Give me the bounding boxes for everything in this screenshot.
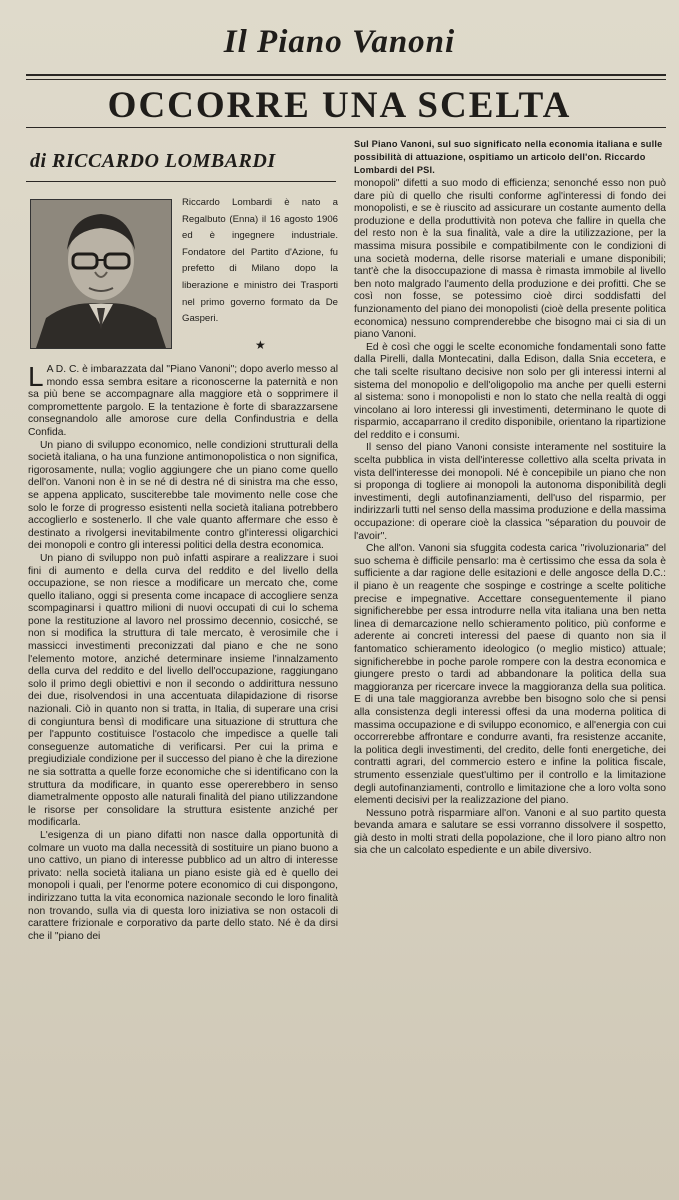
- headline: OCCORRE UNA SCELTA: [107, 85, 572, 126]
- paragraph-left-4: L'esigenza di un piano difatti non nasce dalla opportunità di colmare un vuoto ma dalla necessità di sostituire un piano buono a uno cattivo, un piano di interesse pubblico ad un altro di interesse privato: nella società italiana un piano esiste già ed è quello dei monopoli i quali, per l'enorme potere economico di cui dispongono, indirizzano tutta la vita economica nazionale secondo le loro finalità non trovando, sulla via di questa loro iniziativa se non ostacoli di carattere frizionale e corporativo da parte dello stato. Né è da dirsi che il "piano dei: [28, 829, 338, 942]
- headline-rule: [26, 127, 666, 128]
- portrait-photo: [30, 199, 172, 349]
- photo-caption: Riccardo Lombardi è nato a Regalbuto (Enna) il 16 agosto 1906 ed è ingegnere industriale. Fondatore del Partito d'Azione, fu prefetto di Milano dopo la liberazione e ministro dei Trasporti nel primo governo formato da De Gasperi.: [182, 197, 338, 325]
- kicker-title: Il Piano Vanoni: [223, 24, 456, 60]
- portrait-illustration: [31, 200, 171, 348]
- star-icon: ★: [255, 338, 266, 352]
- paragraph-left-1: [28, 364, 338, 440]
- paragraph-right-5: Nessuno potrà risparmiare all'on. Vanoni e al suo partito questa bevanda amara e salutare se essi vorranno dissolvere il sospetto, già desto in molti strati della popolazione, che il loro piano altro non sia che un calcolato espediente e un abile diversivo.: [354, 807, 666, 857]
- top-rule: [26, 74, 666, 76]
- article-column-left: [28, 364, 338, 1200]
- paragraph-right-2: Ed è così che oggi le scelte economiche fondamentali sono fatte dalla Pirelli, dalla Montecatini, dalla Edison, dalla Snia eccetera, e che tali scelte risultano decisive non solo per gli interessi interni al sistema del monopolio e dell'oligopolio ma anche per quelli esterni al sistema: sono i monopolisti e non lo stato che nella realtà di oggi vincolano ai loro interessi gli investimenti, determinano le quote di risparmio, accaparrano il credito disponibile, orientano la ripartizione del reddito e i consumi.: [354, 341, 666, 441]
- paragraph-text: A D. C. è imbarazzata dal "Piano Vanoni"; dopo averlo messo al mondo essa sembra esitare a riconoscerne la paternità e non sa più bene se accompagnare alla maggiore età o sopprimere il compromettente pargolo. E la tentazione è forte di sbarazzarsene consegnandolo alle amorose cure della Confindustria e della Confida.: [28, 364, 338, 438]
- paragraph-right-1: monopoli" difetti a suo modo di efficienza; senonché esso non può dare più di quello che risulti conforme agl'interessi di fondo dei monopolisti, e se è riuscito ad assicurare un costante aumento della produzione e della produttività non poteva che fallire in quella che del resto non è la sua finalità, vale a dire la utilizzazione, per la massima misura possibile e compatibilmente con le condizioni di una società moderna, delle risorse materiali e umane disponibili; tant'è che la disoccupazione di massa è rimasta immobile al livello ben noto malgrado l'aumento della produzione e dei profitti. Che se così non fosse, se potessimo cioè dirci soddisfatti del funzionamento del piano dei monopolisti (cioè della presente politica economica) nessuno comprenderebbe che bisogno mai ci sia di un piano Vanoni.: [354, 178, 666, 341]
- paragraph-left-2: Un piano di sviluppo economico, nelle condizioni strutturali della società italiana, o ha una funzione antimonopolistica o non significa, rigorosamente, nulla; voglio aggiungere che un piano come quello dell'on. Vanoni non è in se né di destra né di sinistra ma che esso, se appena applicato, susciterebbe tale movimento nelle cose che solo le forze di progresso esistenti nella società italiana potrebbero accoglierlo e sostenerlo. Il che vale quanto affermare che esso è destinato a rivolgersi inevitabilmente contro gl'interessi oligarchici dei monopoli e contro gli interessi politici della destra economica.: [28, 439, 338, 552]
- paragraph-left-3: Un piano di sviluppo non può infatti aspirare a realizzare i suoi fini di aumento e della curva del reddito e del livello della occupazione, se non riesce a modificare un mercato che, come quello italiano, oggi si presenta come incapace di accogliere senza scompaginarsi i quattro milioni di nuovi occupati di cui lo schema pone la restituzione al lavoro nel prossimo decennio, cosicché, se non si modifica la struttura di tale mercato, è verosimile che i massicci investimenti preconizzati dal piano e che ne sono l'elemento motore, anziché determinare insieme l'innalzamento della curva del reddito e del livello dell'occupazione, raggiungano solo il primo degli obiettivi e non il secondo o addirittura nessuno dei due, risolvendosi in una accentuata dilapidazione di risorse nazionali. Ciò in quanto non si tratta, in Italia, di superare una crisi di congiuntura bensì di modificare una situazione di struttura che per l'appunto costituisce l'ostacolo che impedisce a quelle tali conseguenze automatiche di verificarsi. Per cui la prima e pregiudiziale condizione per il successo del piano è che la direzione ne sia sottratta a quelle forze economiche che si identificano con la struttura da modificare, in quanto esse opererebbero in senso diametralmente opposto alle naturali finalità del piano utilizzandone le risorse per consolidare la struttura esistente anziché per modificarla.: [28, 552, 338, 829]
- top-rule-thin: [26, 79, 666, 80]
- article-column-right: [354, 178, 666, 1200]
- intro-text: Sul Piano Vanoni, sul suo significato nella economia italiana e sulle possibilità di attuazione, ospitiamo un articolo dell'on. Riccardo Lombardi del PSI.: [354, 139, 663, 175]
- byline-rule: [26, 181, 336, 182]
- drop-cap: L: [28, 364, 44, 392]
- paragraph-right-3: Il senso del piano Vanoni consiste interamente nel sostituire la scelta pubblica in vista dell'interesse collettivo alla scelta privata in vista dell'interesse dei monopoli. Né è concepibile un piano che non si proponga di togliere ai monopoli la autonoma disponibilità degli investimenti, degli autofinanziamenti, dell'uso del risparmio, per indirizzarli tutti nel senso della massima produzione e della massima occupazione: di operare cioè la classica "séparation du pouvoir de l'avoir".: [354, 442, 666, 542]
- byline: di RICCARDO LOMBARDI: [30, 150, 276, 172]
- paragraph-right-4: Che all'on. Vanoni sia sfuggita codesta carica "rivoluzionaria" del suo schema è difficile pensarlo: ma è certissimo che essa da sola è sufficiente a dar ragione delle esitazioni e delle angosce della D.C.: il piano è un reagente che sospinge e costringe a scelte politiche precise e impegnative. Accettare conseguentemente il piano significherebbe per essa introdurre nella vita italiana una ben netta linea di demarcazione nello schieramento politico, più conforme e aderente ai concreti interessi del paese di quanto non sia il fantomatico schieramento ideologico (o meglio mistico) attuale; significherebbe in poche parole rompere con la destra economica e giungere presto o tardi ad abbandonare la politica della sua maggioranza per ricercare invece la maggioranza della sua politica. E di una tale maggioranza avrebbe ben bisogno solo che si pensi alla consistenza degli interessi offesi da una moderna politica di massima occupazione e di sviluppo economico, e all'energia con cui occorrerebbe affrontare e condurre avanti, fra resistenze accanite, la politica degli investimenti, del credito, delle fonti energetiche, dei contratti agrari, del commercio estero e infine la politica fiscale, strumento essenziale quest'ultimo per il controllo e la limitazione degli autofinanziamenti, controllo e limitazione che a loro volta sono elementi decisivi per la realizzazione del piano.: [354, 543, 666, 807]
